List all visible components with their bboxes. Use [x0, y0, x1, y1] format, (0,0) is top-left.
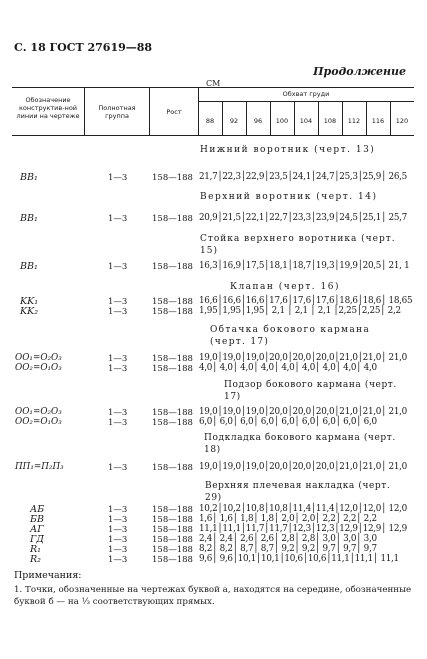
header-group: Полнотная группа: [98, 104, 136, 120]
row-group: 1—3: [108, 173, 128, 183]
row-values: 6,0│ 6,0│ 6,0│ 6,0│ 6,0│ 6,0│ 6,0│ 6,0│ 6,0: [199, 417, 377, 427]
row-label: KK₁: [20, 296, 39, 307]
row-values: 16,6│16,6│16,6│17,6│17,6│17,6│18,6│18,6│ 18,65: [199, 296, 413, 306]
row-height: 158—188: [152, 297, 193, 307]
size-104: 104: [299, 117, 313, 125]
notes-text: 1. Точки, обозначенные на чертежах буквой а, находятся на середине, обозначенные буквой б — на ⅓ соответствующих прямых.: [14, 585, 412, 607]
section-title: Верхняя плечевая накладка (черт. 29): [205, 481, 391, 503]
row-label: OO₁=O₂O₃: [15, 353, 62, 363]
size-108: 108: [323, 117, 337, 125]
row-values: 21,7│22,3│22,9│23,5│24,1│24,7│25,3│25,9│ 26,5: [199, 172, 407, 182]
row-label: R₁: [30, 544, 41, 555]
row-height: 158—188: [152, 307, 193, 317]
row-values: 10,2│10,2│10,8│10,8│11,4│11,4│12,0│12,0│ 12,0: [199, 504, 407, 514]
notes-title: Примечания:: [14, 570, 82, 581]
row-values: 19,0│19,0│19,0│20,0│20,0│20,0│21,0│21,0│ 21,0: [199, 462, 407, 472]
row-height: 158—188: [152, 262, 193, 272]
row-group: 1—3: [108, 535, 128, 545]
header-mid-rule: [198, 101, 414, 102]
row-height: 158—188: [152, 173, 193, 183]
row-height: 158—188: [152, 525, 193, 535]
row-label: АГ: [30, 524, 44, 535]
size-112: 112: [347, 117, 361, 125]
row-values: 1,95│1,95│1,95│ 2,1 │ 2,1 │ 2,1 │2,25│2,25│ 2,2: [199, 306, 401, 316]
row-height: 158—188: [152, 515, 193, 525]
section-title: Верхний воротник (черт. 14): [200, 192, 378, 202]
row-values: 19,0│19,0│19,0│20,0│20,0│20,0│21,0│21,0│ 21,0: [199, 407, 407, 417]
row-group: 1—3: [108, 515, 128, 525]
row-label: OO₂=O₁O₃: [15, 363, 62, 373]
row-height: 158—188: [152, 545, 193, 555]
row-label: ГД: [30, 534, 45, 545]
size-92: 92: [229, 117, 239, 125]
row-label: BB₁: [20, 213, 38, 224]
section-title: Подзор бокового кармана (черт. 17): [224, 380, 397, 402]
row-group: 1—3: [108, 525, 128, 535]
row-height: 158—188: [152, 418, 193, 428]
row-label: BB₁: [20, 172, 38, 183]
section-title: Нижний воротник (черт. 13): [200, 145, 376, 155]
size-116: 116: [371, 117, 385, 125]
section-title: Клапан (черт. 16): [230, 282, 340, 292]
row-group: 1—3: [108, 307, 128, 317]
row-height: 158—188: [152, 354, 193, 364]
row-label: ПП₁=П₂П₃: [15, 462, 64, 472]
row-group: 1—3: [108, 408, 128, 418]
row-label: OO₁=O₂O₃: [15, 407, 62, 417]
continuation-label: Продолжение: [313, 65, 406, 78]
row-values: 16,3│16,9│17,5│18,1│18,7│19,3│19,9│20,5│ 21, 1: [199, 261, 410, 271]
row-group: 1—3: [108, 555, 128, 565]
section-title: Обтачка бокового кармана (черт. 17): [210, 325, 370, 347]
row-group: 1—3: [108, 262, 128, 272]
row-group: 1—3: [108, 545, 128, 555]
size-88: 88: [205, 117, 215, 125]
size-120: 120: [395, 117, 409, 125]
header-height: Рост: [166, 108, 182, 116]
section-title: Подкладка бокового кармана (черт. 18): [204, 433, 396, 455]
row-height: 158—188: [152, 555, 193, 565]
row-height: 158—188: [152, 364, 193, 374]
row-label: R₂: [30, 554, 41, 565]
row-values: 4,0│ 4,0│ 4,0│ 4,0│ 4,0│ 4,0│ 4,0│ 4,0│ 4,0: [199, 363, 377, 373]
row-height: 158—188: [152, 505, 193, 515]
section-title: Стойка верхнего воротника (черт. 15): [200, 234, 396, 256]
header-chest: Обхват груди: [282, 90, 330, 98]
page-header: С. 18 ГОСТ 27619—88: [14, 41, 153, 54]
unit-label: СМ: [206, 79, 221, 88]
row-values: 20,9│21,5│22,1│22,7│23,3│23,9│24,5│25,1│ 25,7: [199, 213, 407, 223]
row-group: 1—3: [108, 354, 128, 364]
row-values: 9,6│ 9,6│10,1│10,1│10,6│10,6│11,1│11,1│ 11,1: [199, 554, 399, 564]
row-height: 158—188: [152, 214, 193, 224]
row-group: 1—3: [108, 297, 128, 307]
row-label: OO₂=O₁O₃: [15, 417, 62, 427]
header-designation: Обозначение конструктив-ной линии на чертеже: [16, 96, 80, 120]
row-label: БВ: [30, 514, 44, 525]
row-values: 11,1│11,1│11,7│11,7│12,3│12,3│12,9│12,9│ 12,9: [199, 524, 407, 534]
row-height: 158—188: [152, 463, 193, 473]
size-96: 96: [253, 117, 263, 125]
row-group: 1—3: [108, 214, 128, 224]
row-height: 158—188: [152, 408, 193, 418]
row-label: BB₁: [20, 261, 38, 272]
row-label: KK₂: [20, 306, 39, 317]
row-values: 19,0│19,0│19,0│20,0│20,0│20,0│21,0│21,0│ 21,0: [199, 353, 407, 363]
row-label: АБ: [30, 504, 45, 515]
row-group: 1—3: [108, 505, 128, 515]
row-values: 8,2│ 8,2│ 8,7│ 8,7│ 9,2│ 9,2│ 9,7│ 9,7│ 9,7: [199, 544, 377, 554]
row-height: 158—188: [152, 535, 193, 545]
header-bottom-rule: [12, 135, 414, 136]
header-top-rule: [12, 87, 414, 88]
row-group: 1—3: [108, 463, 128, 473]
row-values: 1,6│ 1,6│ 1,8│ 1,8│ 2,0│ 2,0│ 2,2│ 2,2│ 2,2: [199, 514, 377, 524]
size-100: 100: [275, 117, 289, 125]
row-values: 2,4│ 2,4│ 2,6│ 2,6│ 2,8│ 2,8│ 3,0│ 3,0│ 3,0: [199, 534, 377, 544]
row-group: 1—3: [108, 364, 128, 374]
row-group: 1—3: [108, 418, 128, 428]
